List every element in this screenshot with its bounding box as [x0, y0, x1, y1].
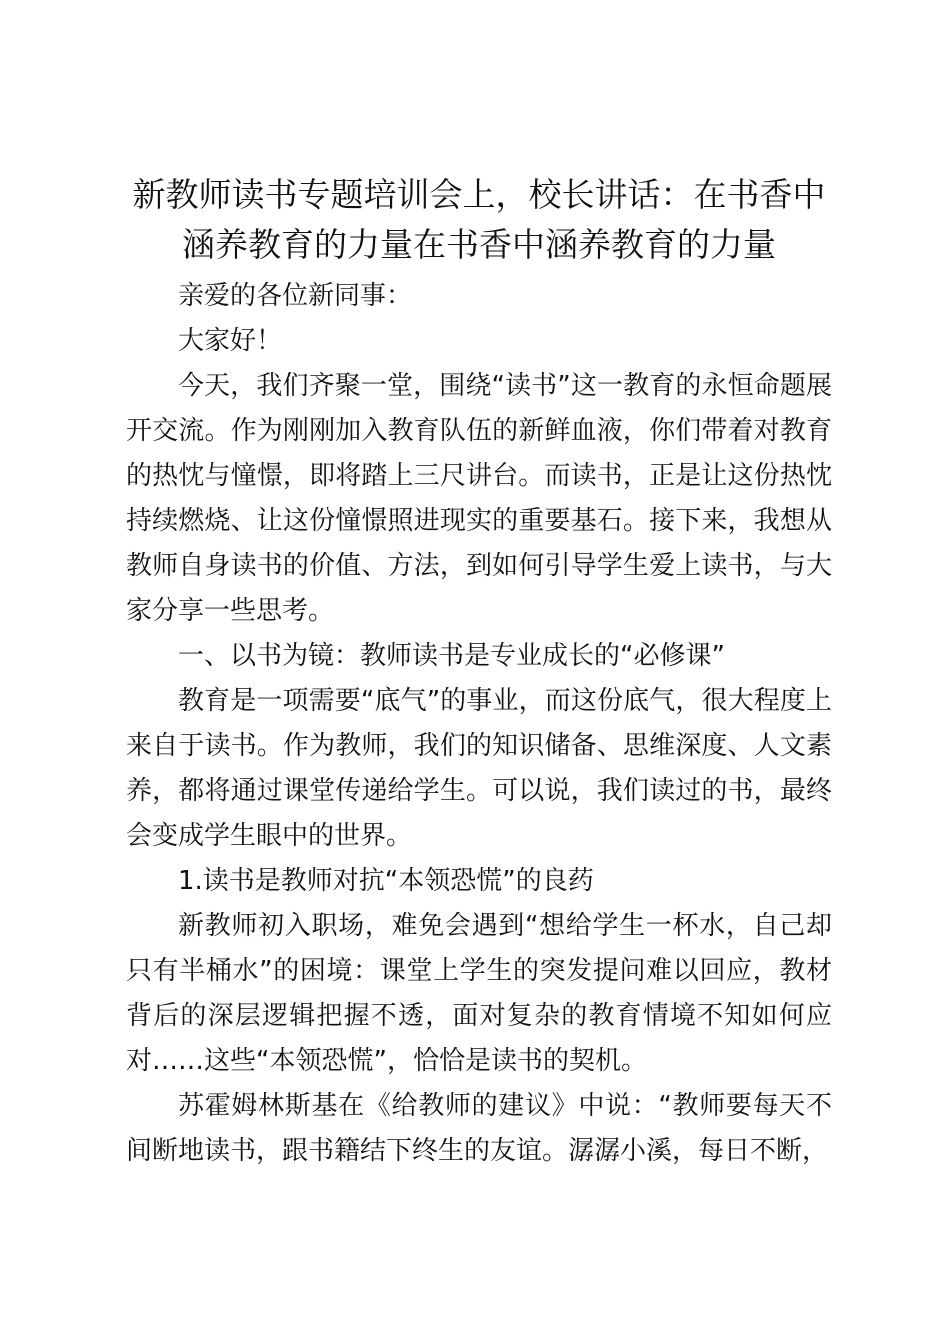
- section-heading-1: 一、以书为镜：教师读书是专业成长的“必修课”: [178, 641, 725, 671]
- paragraph-section-1: 教育是一项需要“底气”的事业，而这份底气，很大程度上来自于读书。作为教师，我们的知识储备、思维深度、人文素养，都将通过课堂传递给学生。可以说，我们读过的书，最终会变成学生眼中的世界。: [126, 686, 832, 851]
- paragraph-quote: 苏霍姆林斯基在《给教师的建议》中说：“教师要每天不间断地读书，跟书籍结下终生的友谊。潺潺小溪，每日不断，: [126, 1091, 832, 1166]
- document-body: [126, 274, 832, 1174]
- paragraph-subsection-1-1: 新教师初入职场，难免会遇到“想给学生一杯水，自己却只有半桶水”的困境：课堂上学生的突发提问难以回应，教材背后的深层逻辑把握不透，面对复杂的教育情境不知如何应对……这些“本领恐慌”，恰恰是读书的契机。: [126, 911, 832, 1076]
- greeting: 大家好！: [178, 326, 283, 356]
- salutation: 亲爱的各位新同事：: [178, 281, 413, 311]
- document-title: 新教师读书专题培训会上，校长讲话：在书香中涵养教育的力量在书香中涵养教育的力量: [132, 175, 826, 264]
- subheading-1-1: 1.读书是教师对抗“本领恐慌”的良药: [178, 866, 594, 896]
- document-content: [126, 170, 832, 1174]
- paragraph-intro: 今天，我们齐聚一堂，围绕“读书”这一教育的永恒命题展开交流。作为刚刚加入教育队伍的新鲜血液，你们带着对教育的热忱与憧憬，即将踏上三尺讲台。而读书，正是让这份热忱持续燃烧、让这份憧憬照进现实的重要基石。接下来，我想从教师自身读书的价值、方法，到如何引导学生爱上读书，与大家分享一些思考。: [126, 371, 832, 626]
